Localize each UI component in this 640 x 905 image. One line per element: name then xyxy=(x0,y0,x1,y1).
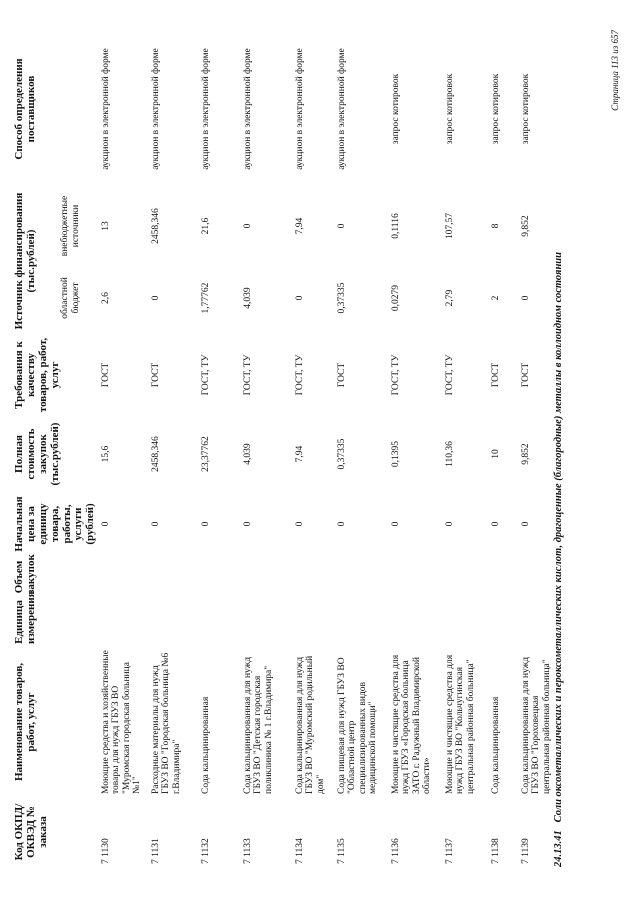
header-funding: Источник финансирования (тыс.рублей) xyxy=(13,192,37,330)
row-unit-price: 0 xyxy=(101,521,112,527)
row-funding-regional: 2 xyxy=(491,295,502,301)
row-total: 2458,346 xyxy=(151,436,162,472)
procurement-table xyxy=(12,29,561,867)
row-funding-regional: 0,0279 xyxy=(391,284,402,312)
row-unit-price: 0 xyxy=(243,521,254,527)
row-name: Расходные материалы для нужд ГБУЗ ВО "Городская больница №6 г.Владимира" xyxy=(151,652,182,794)
row-requirements: ГОСТ, ТУ xyxy=(201,354,212,396)
header-row xyxy=(12,29,58,867)
row-total: 0,37335 xyxy=(337,438,348,470)
header-unit: Единица измерения xyxy=(13,591,37,644)
header-code: Код ОКПД/ ОКВЭД № заказа xyxy=(13,803,49,861)
table-row xyxy=(293,29,335,867)
row-total: 9,852 xyxy=(521,443,532,465)
row-unit xyxy=(99,597,149,647)
table-row xyxy=(199,29,241,867)
row-total: 10 xyxy=(491,449,502,459)
row-unit xyxy=(335,597,389,647)
row-method: запрос котировок xyxy=(521,73,532,145)
row-requirements: ГОСТ, ТУ xyxy=(295,354,306,396)
row-volume xyxy=(241,557,293,597)
page-footer: Страница 113 из 657 xyxy=(610,30,620,111)
row-funding-regional: 2,6 xyxy=(101,292,112,304)
row-funding-regional: 0 xyxy=(521,295,532,301)
row-name: Сода кальцинированная для нужд ГБУЗ ВО "Гороховецкая центральная районная больница" xyxy=(521,656,552,794)
row-code: 7 1137 xyxy=(445,838,456,864)
row-requirements: ГОСТ, ТУ xyxy=(391,354,402,396)
row-funding-extra: 2458,346 xyxy=(151,208,162,244)
row-total: 4,039 xyxy=(243,443,254,465)
table-row xyxy=(443,29,489,867)
row-unit-price: 0 xyxy=(337,521,348,527)
row-code: 7 1139 xyxy=(521,838,532,864)
row-funding-regional: 0 xyxy=(295,295,306,301)
row-unit-price: 0 xyxy=(521,521,532,527)
row-name: Сода кальцинированная xyxy=(491,696,502,794)
row-requirements: ГОСТ, ТУ xyxy=(445,354,456,396)
row-funding-regional: 0 xyxy=(151,295,162,301)
row-requirements: ГОСТ xyxy=(521,362,532,388)
row-requirements: ГОСТ xyxy=(337,362,348,388)
row-code: 7 1130 xyxy=(101,838,112,864)
row-method: запрос котировок xyxy=(445,73,456,145)
row-unit xyxy=(389,597,443,647)
row-unit xyxy=(149,597,199,647)
header-unit-price: Начальная цена за единицу товара, работы, услуги (рублей) xyxy=(13,496,97,552)
row-volume xyxy=(149,557,199,597)
row-name: Сода кальцинированная для нужд ГБУЗ ВО "Детская городская поликлиника № 1 г.Владимира" xyxy=(243,656,274,794)
header-name: Наименование товаров, работ, услуг xyxy=(13,662,37,782)
row-name: Моющие средства и хозяйственные товары для нужд ГБУЗ ВО "Муромская городская больница №1" xyxy=(101,650,142,794)
table-row xyxy=(489,29,519,867)
row-funding-extra: 107,57 xyxy=(445,212,456,240)
section-heading xyxy=(553,27,564,867)
table-row xyxy=(335,29,389,867)
table-row xyxy=(241,29,293,867)
row-code: 7 1131 xyxy=(151,838,162,864)
row-method: аукцион в электронной форме xyxy=(337,48,348,170)
row-name: Сода пищевая для нужд ГБУЗ ВО "Областной центр специализированных видов медицинской помощи" xyxy=(337,657,378,794)
row-total: 7,94 xyxy=(295,445,306,463)
row-method: аукцион в электронной форме xyxy=(101,48,112,170)
row-unit xyxy=(489,597,519,647)
row-code: 7 1136 xyxy=(391,838,402,864)
header-method: Способ определения поставщиков xyxy=(13,58,37,160)
row-total: 110,36 xyxy=(445,441,456,467)
row-unit xyxy=(199,597,241,647)
row-funding-regional: 0,37335 xyxy=(337,282,348,314)
row-unit-price: 0 xyxy=(295,521,306,527)
header-volume: Объем закупок xyxy=(13,554,37,594)
row-total: 23,37762 xyxy=(201,436,212,472)
row-requirements: ГОСТ xyxy=(101,362,112,388)
row-code: 7 1132 xyxy=(201,838,212,864)
row-funding-extra: 7,94 xyxy=(295,217,306,235)
header-funding-extra: внебюджетные источники xyxy=(60,195,81,257)
table-row xyxy=(99,29,149,867)
row-method: аукцион в электронной форме xyxy=(295,48,306,170)
table-body xyxy=(99,29,561,867)
row-name: Моющие и чистящие средства для нужд ГБУЗ ВО "Кольчугинская центральная районная больница" xyxy=(445,654,476,794)
header-funding-regional: областной бюджет xyxy=(60,277,81,319)
row-funding-extra: 0,1116 xyxy=(391,213,402,239)
row-code: 7 1133 xyxy=(243,838,254,864)
row-volume xyxy=(199,557,241,597)
row-requirements: ГОСТ xyxy=(151,362,162,388)
row-unit xyxy=(241,597,293,647)
row-unit-price: 0 xyxy=(391,521,402,527)
row-funding-extra: 9,852 xyxy=(521,215,532,237)
row-volume xyxy=(443,557,489,597)
row-volume xyxy=(389,557,443,597)
row-funding-regional: 1,77762 xyxy=(201,282,212,314)
table-row xyxy=(149,29,199,867)
row-total: 15,6 xyxy=(101,445,112,463)
row-volume xyxy=(99,557,149,597)
row-funding-extra: 0 xyxy=(243,223,254,229)
row-method: аукцион в электронной форме xyxy=(243,48,254,170)
section-code: 24.13.41 xyxy=(553,830,564,867)
row-method: аукцион в электронной форме xyxy=(201,48,212,170)
row-method: аукцион в электронной форме xyxy=(151,48,162,170)
row-volume xyxy=(489,557,519,597)
row-requirements: ГОСТ, ТУ xyxy=(243,354,254,396)
row-unit-price: 0 xyxy=(445,521,456,527)
row-unit-price: 0 xyxy=(201,521,212,527)
row-unit-price: 0 xyxy=(491,521,502,527)
row-name: Сода кальцинированная для нужд ГБУЗ ВО "Муромский родильный дом" xyxy=(295,655,326,794)
row-funding-extra: 21,6 xyxy=(201,217,212,235)
row-unit xyxy=(293,597,335,647)
header-total: Полная стоимость закупок (тыс.рублей) xyxy=(13,422,61,486)
row-requirements: ГОСТ xyxy=(491,362,502,388)
row-volume xyxy=(335,557,389,597)
section-title: Соли оксометаллических и пероксометаллических кислот, драгоценные (благородные) металлы в коллоидном состоянии xyxy=(553,252,564,823)
row-funding-regional: 2,79 xyxy=(445,289,456,307)
header-requirements: Требования к качеству товаров, работ, услуг xyxy=(13,337,61,413)
row-name: Моющие и чистящие средства для нужд ГБУЗ «Городская больница ЗАТО г. Радужный Владимирской области» xyxy=(391,654,432,794)
row-volume xyxy=(293,557,335,597)
row-method: запрос котировок xyxy=(491,73,502,145)
row-name: Сода кальцинированная xyxy=(201,696,212,794)
row-unit-price: 0 xyxy=(151,521,162,527)
row-funding-regional: 4,039 xyxy=(243,287,254,309)
row-unit xyxy=(443,597,489,647)
row-total: 0,1395 xyxy=(391,440,402,468)
row-code: 7 1134 xyxy=(295,838,306,864)
row-code: 7 1138 xyxy=(491,838,502,864)
row-funding-extra: 8 xyxy=(491,223,502,229)
row-code: 7 1135 xyxy=(337,838,348,864)
row-funding-extra: 13 xyxy=(101,221,112,231)
row-funding-extra: 0 xyxy=(337,223,348,229)
table-row xyxy=(389,29,443,867)
row-method: запрос котировок xyxy=(391,73,402,145)
